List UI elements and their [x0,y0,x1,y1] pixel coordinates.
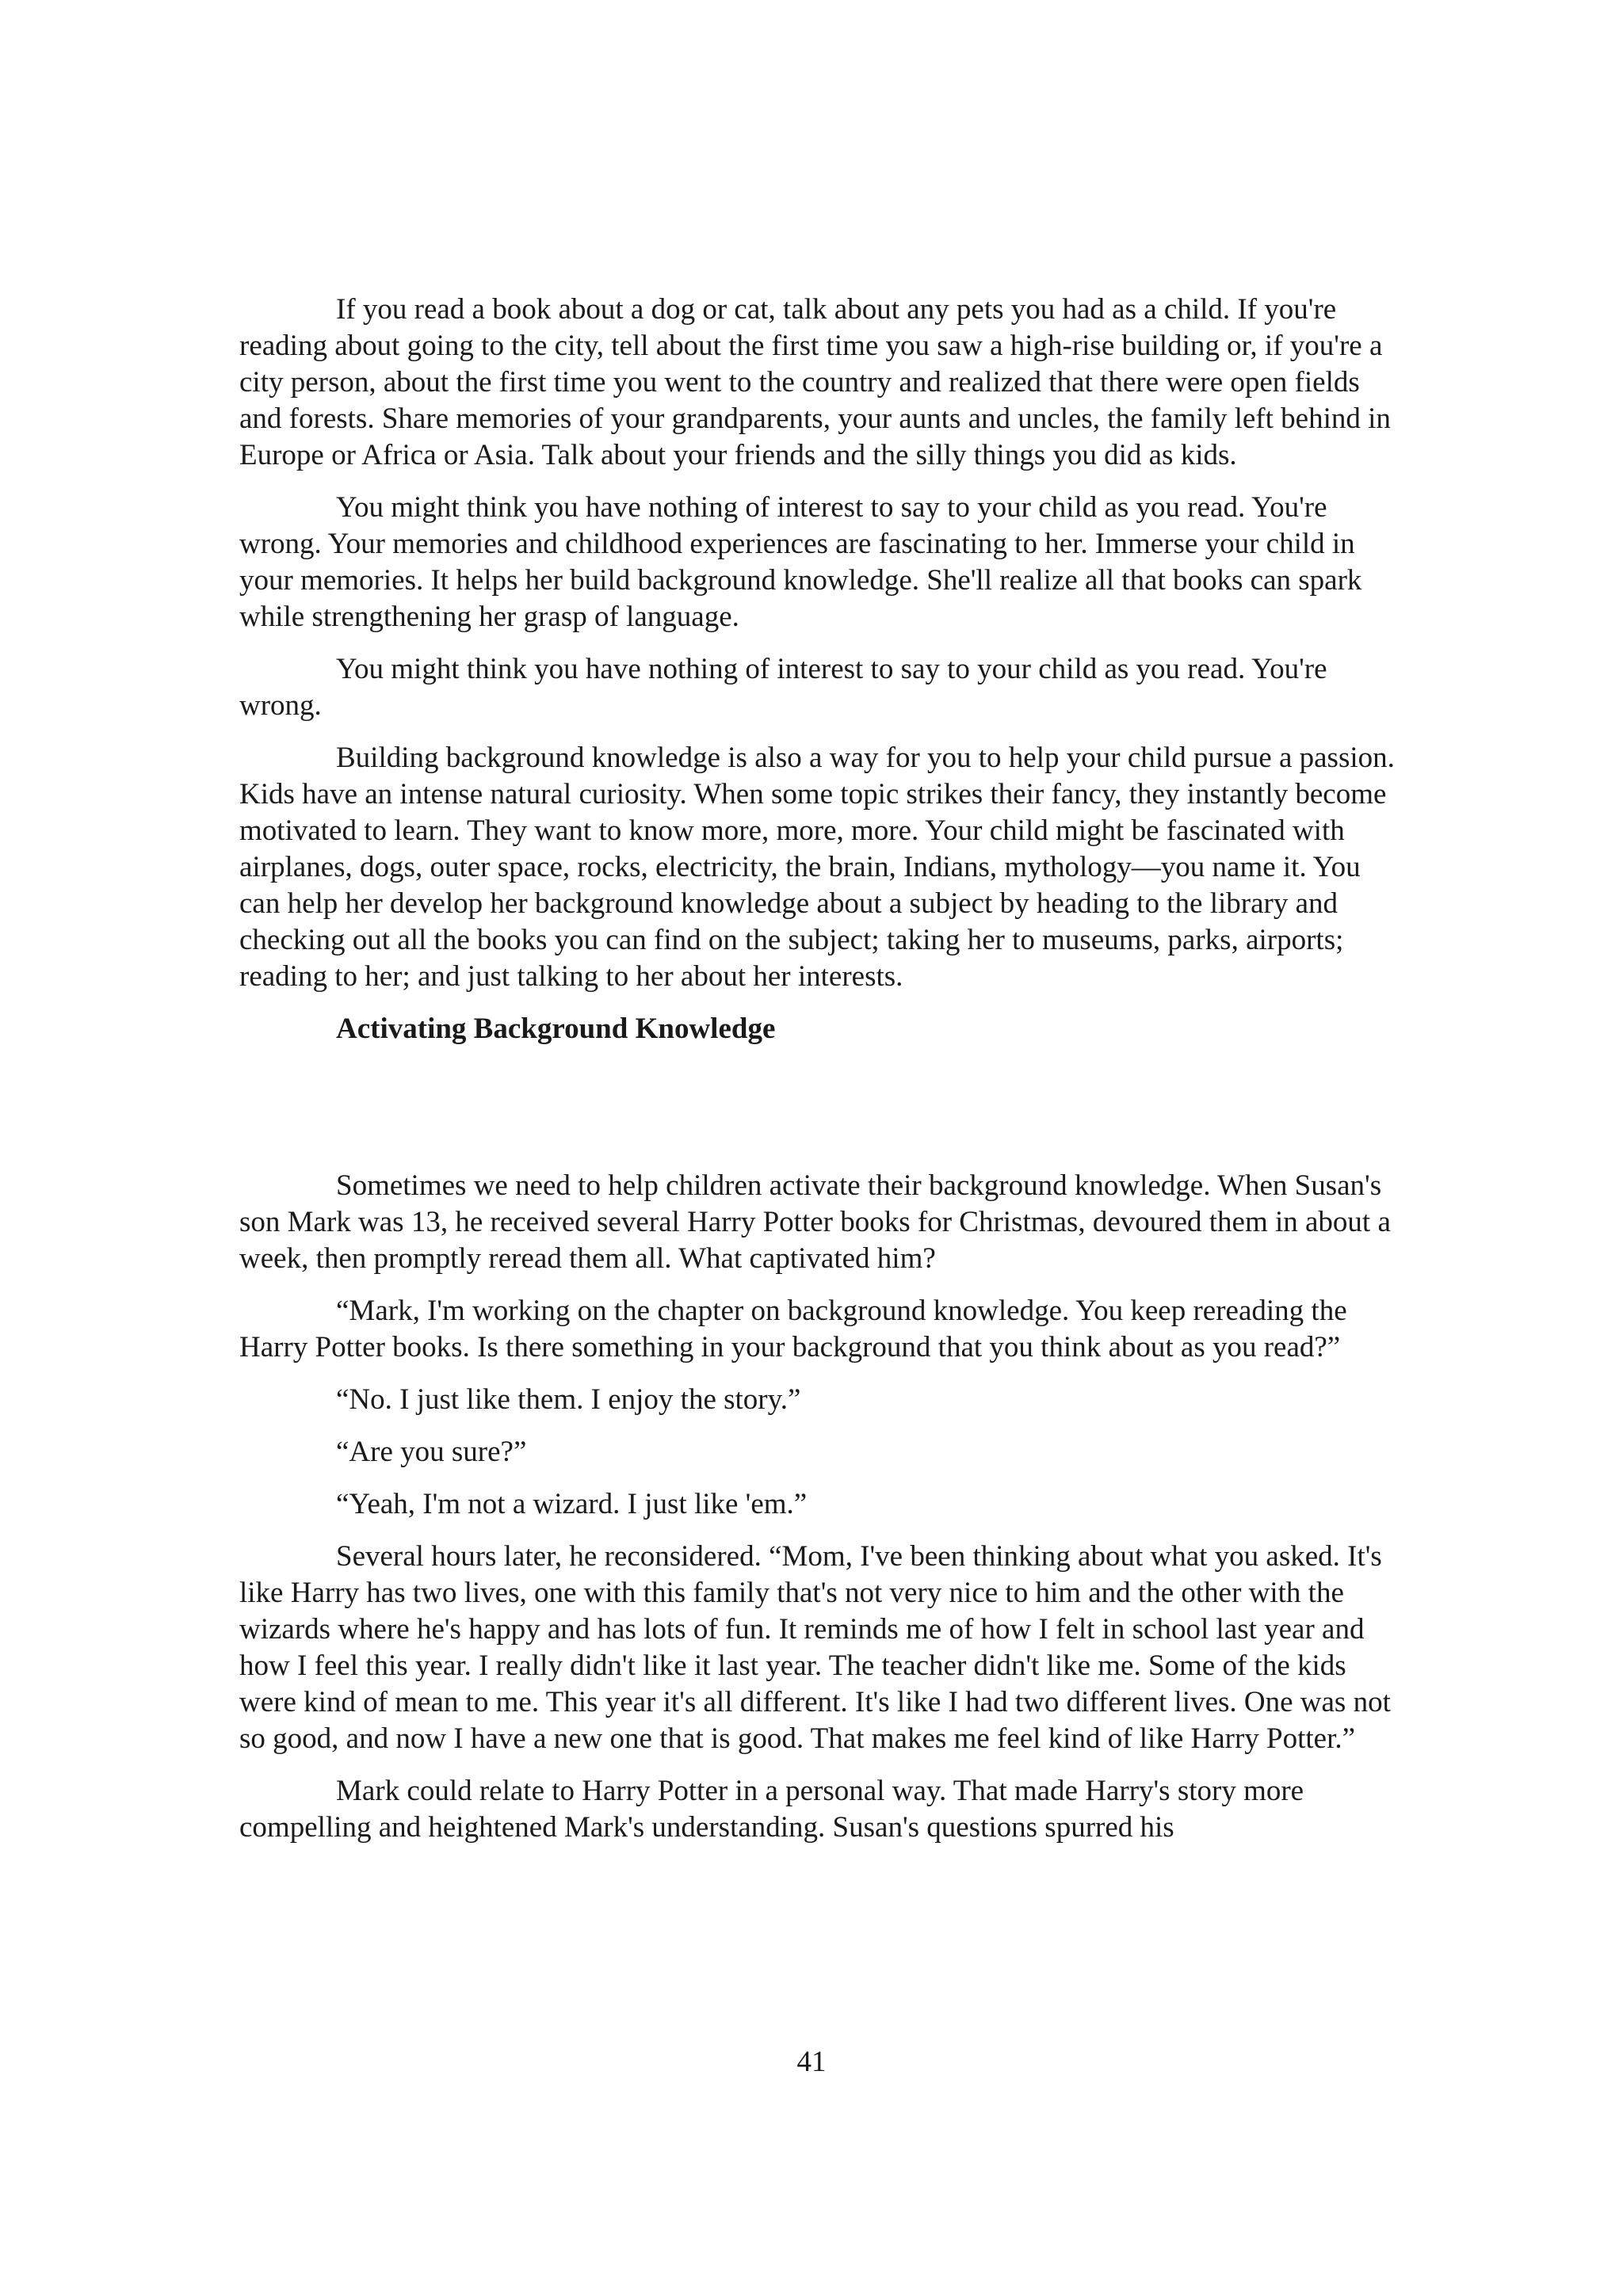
paragraph-reconsidered: Several hours later, he reconsidered. “Mom, I've been thinking about what you asked. It's like Harry has two lives, one with this family that's not very nice to him and the other with the wizards where he's happy and has lots of fun. It reminds me of how I felt in school last year and how I feel this year. I really didn't like it last year. The teacher didn't like me. Some of the kids were kind of mean to me. This year it's all different. It's like I had two different lives. One was not so good, and now I have a new one that is good. That makes me feel kind of like Harry Potter.” [239,1540,1391,1755]
page-number: 41 [796,2046,827,2078]
dialogue-not-a-wizard: “Yeah, I'm not a wizard. I just like 'em.” [336,1488,808,1520]
dialogue-question: “Mark, I'm working on the chapter on background knowledge. You keep rereading the Harry Potter books. Is there something in your background that you think about as you read?” [239,1295,1347,1363]
paragraph-relate-personally: Mark could relate to Harry Potter in a personal way. That made Harry's story more compelling and heightened Mark's understanding. Susan's questions spurred his [239,1775,1304,1844]
paragraph-pursue-passion: Building background knowledge is also a way for you to help your child pursue a passion. Kids have an intense natural curiosity. When some topic strikes their fancy, they instantly become motivated to learn. They want to know more, more, more. Your child might be fascinated with airplanes, dogs, outer space, rocks, electricity, the brain, Indians, mythology—you name it. You can help her develop her background knowledge about a subject by heading to the library and checking out all the books you can find on the subject; taking her to museums, parks, airports; reading to her; and just talking to her about her interests. [239,742,1395,993]
paragraph-activate-knowledge: Sometimes we need to help children activate their background knowledge. When Susan's son Mark was 13, he received several Harry Potter books for Christmas, devoured them in about a week, then promptly reread them all. What captivated him? [239,1169,1391,1275]
body-text [239,292,1403,1862]
paragraph-pets-memories: If you read a book about a dog or cat, talk about any pets you had as a child. If you're reading about going to the city, tell about the first time you saw a high-rise building or, if you're a city person, about the first time you went to the country and realized that there were open fields and forests. Share memories of your grandparents, your aunts and uncles, the family left behind in Europe or Africa or Asia. Talk about your friends and the silly things you did as kids. [239,293,1391,471]
section-spacer [239,1063,1403,1168]
dialogue-reply-no: “No. I just like them. I enjoy the story.” [336,1383,801,1416]
section-heading: Activating Background Knowledge [336,1013,776,1045]
paragraph-nothing-of-interest: You might think you have nothing of interest to say to your child as you read. You're wrong. Your memories and childhood experiences are fascinating to her. Immerse your child in your memories. It helps her build background knowledge. She'll realize all that books can spark while strengthening her grasp of language. [239,491,1362,633]
dialogue-are-you-sure: “Are you sure?” [336,1436,527,1468]
paragraph-pull-quote: You might think you have nothing of interest to say to your child as you read. You're wrong. [239,653,1327,722]
